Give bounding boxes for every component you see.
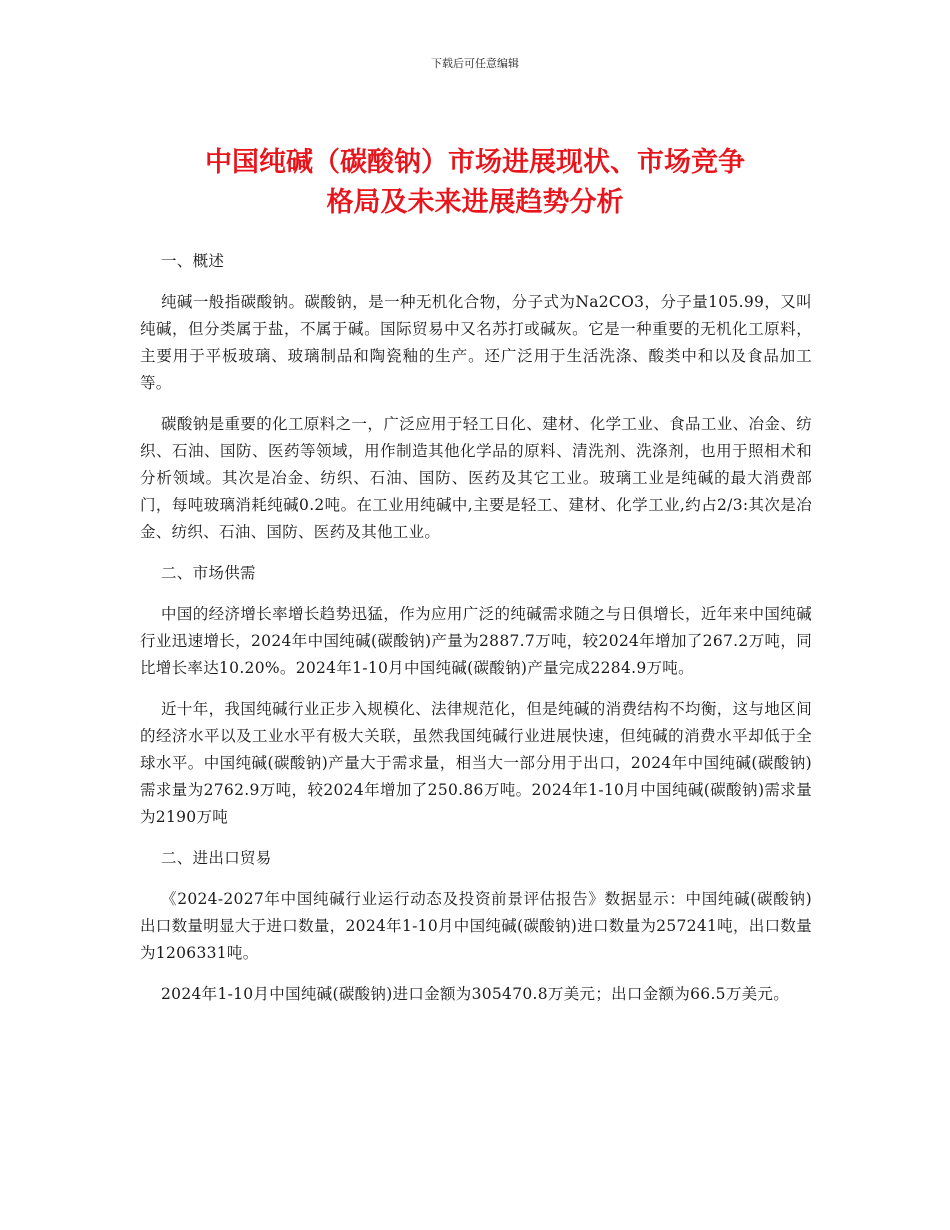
section-heading: 一、概述 (161, 252, 225, 270)
paragraph: 2024年1-10月中国纯碱(碳酸钠)进口金额为305470.8万美元；出口金额为66.5万美元。 (161, 985, 790, 1003)
title-line-1: 中国纯碱（碳酸钠）市场进展现状、市场竞争 (205, 147, 745, 178)
section-heading: 二、市场供需 (161, 564, 256, 582)
header-note: 下载后可任意编辑 (431, 57, 519, 70)
paragraph: 中国的经济增长率增长趋势迅猛，作为应用广泛的纯碱需求随之与日俱增长，近年来中国纯碱行业迅速增长，2024年中国纯碱(碳酸钠)产量为2887.7万吨，较2024年增加了267.2万吨，同比增长率达10.20%。2024年1-10月中国纯碱(碳酸钠)产量完成2284.9万吨。 (140, 605, 812, 677)
paragraph: 《2024-2027年中国纯碱行业运行动态及投资前景评估报告》数据显示：中国纯碱(碳酸钠)出口数量明显大于进口数量，2024年1-10月中国纯碱(碳酸钠)进口数量为257241吨，出口数量为1206331吨。 (140, 890, 812, 962)
section-market-supply-demand (140, 560, 812, 831)
paragraph: 近十年，我国纯碱行业正步入规模化、法律规范化，但是纯碱的消费结构不均衡，这与地区间的经济水平以及工业水平有极大关联，虽然我国纯碱行业进展快速，但纯碱的消费水平却低于全球水平。中国纯碱(碳酸钠)产量大于需求量，相当大一部分用于出口，2024年中国纯碱(碳酸钠)需求量为2762.9万吨，较2024年增加了250.86万吨。2024年1-10月中国纯碱(碳酸钠)需求量为2190万吨 (140, 700, 812, 826)
paragraph: 纯碱一般指碳酸钠。碳酸钠，是一种无机化合物，分子式为Na2CO3，分子量105.99，又叫纯碱，但分类属于盐，不属于碱。国际贸易中又名苏打或碱灰。它是一种重要的无机化工原料，主要用于平板玻璃、玻璃制品和陶瓷釉的生产。还广泛用于生活洗涤、酸类中和以及食品加工等。 (140, 293, 812, 392)
document-body (140, 248, 812, 1022)
section-overview (140, 248, 812, 546)
section-import-export (140, 845, 812, 1008)
section-heading: 二、进出口贸易 (161, 849, 272, 867)
paragraph: 碳酸钠是重要的化工原料之一，广泛应用于轻工日化、建材、化学工业、食品工业、冶金、纺织、石油、国防、医药等领域，用作制造其他化学品的原料、清洗剂、洗涤剂，也用于照相术和分析领域。其次是冶金、纺织、石油、国防、医药及其它工业。玻璃工业是纯碱的最大消费部门，每吨玻璃消耗纯碱0.2吨。在工业用纯碱中,主要是轻工、建材、化学工业,约占2/3:其次是冶金、纺织、石油、国防、医药及其他工业。 (140, 415, 812, 541)
document-title (130, 143, 820, 223)
title-line-2: 格局及未来进展趋势分析 (326, 187, 624, 218)
